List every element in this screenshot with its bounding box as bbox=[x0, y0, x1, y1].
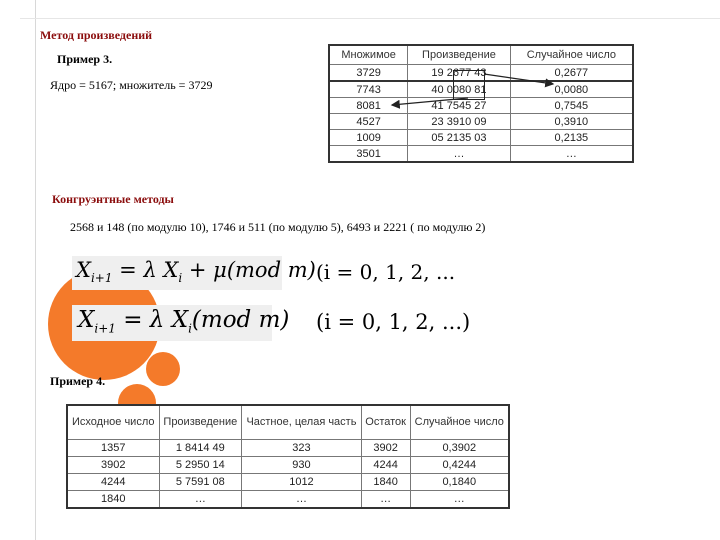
table-cell: 19 2677 43 bbox=[408, 65, 511, 82]
table-cell: 5 7591 08 bbox=[159, 474, 242, 491]
column-header: Случайное число bbox=[410, 405, 509, 440]
table-row bbox=[67, 474, 509, 491]
table-cell: 3501 bbox=[329, 146, 408, 163]
formula-mixed-congruential bbox=[76, 258, 316, 285]
table-cell: 5 2950 14 bbox=[159, 457, 242, 474]
table-congruential bbox=[66, 404, 510, 509]
formula2-condition: (i = 0, 1, 2, ...) bbox=[316, 310, 471, 334]
table-cell: 1357 bbox=[67, 440, 159, 457]
table-cell: 0,3910 bbox=[510, 114, 633, 130]
column-header: Произведение bbox=[408, 45, 511, 65]
table-cell: 0,7545 bbox=[510, 98, 633, 114]
formula-multiplicative-congruential bbox=[78, 307, 289, 336]
formula1-condition: (i = 0, 1, 2, ... bbox=[316, 260, 456, 284]
table-row bbox=[67, 491, 509, 509]
arrow-to-random-number bbox=[484, 74, 553, 84]
congruent-methods-title: Конгруэнтные методы bbox=[52, 192, 174, 206]
table-cell: 40 0080 81 bbox=[408, 81, 511, 98]
formula2-rhs-subscript: i bbox=[188, 321, 192, 336]
table-cell: … bbox=[408, 146, 511, 163]
table-cell: 0,2677 bbox=[510, 65, 633, 82]
formula1-lhs-subscript: i+1 bbox=[90, 271, 113, 286]
table-cell: 0,3902 bbox=[410, 440, 509, 457]
example3-label: Пример 3. bbox=[57, 52, 113, 66]
congruent-examples: 2568 и 148 (по модулю 10), 1746 и 511 (по модулю 5), 6493 и 2221 ( по модулю 2) bbox=[70, 220, 486, 234]
table-cell: 0,0080 bbox=[510, 81, 633, 98]
method-title: Метод произведений bbox=[40, 28, 153, 42]
column-header: Исходное число bbox=[67, 405, 159, 440]
table-cell: 930 bbox=[242, 457, 362, 474]
table-cell: 1009 bbox=[329, 130, 408, 146]
table-cell: 1840 bbox=[361, 474, 410, 491]
formula2-lhs: X bbox=[78, 307, 95, 333]
table-cell: 323 bbox=[242, 440, 362, 457]
table-cell: 0,4244 bbox=[410, 457, 509, 474]
column-header: Случайное число bbox=[510, 45, 633, 65]
table-cell: 23 3910 09 bbox=[408, 114, 511, 130]
table-cell: 8081 bbox=[329, 98, 408, 114]
table-cell: 1 8414 49 bbox=[159, 440, 242, 457]
formula2-rhs: = λ X bbox=[123, 307, 189, 333]
arrow-to-next-multiplicand bbox=[392, 98, 468, 105]
table-cell: 4527 bbox=[329, 114, 408, 130]
column-header: Частное, целая часть bbox=[242, 405, 362, 440]
table-cell: 3729 bbox=[329, 65, 408, 82]
table-cell: 3902 bbox=[67, 457, 159, 474]
table-cell: 0,2135 bbox=[510, 130, 633, 146]
column-header: Произведение bbox=[159, 405, 242, 440]
table-cell: 1840 bbox=[67, 491, 159, 509]
formula1-rest: + μ(mod m) bbox=[182, 258, 316, 282]
table-cell: 05 2135 03 bbox=[408, 130, 511, 146]
table-cell: 4244 bbox=[67, 474, 159, 491]
table-cell: … bbox=[361, 491, 410, 509]
table-cell: … bbox=[510, 146, 633, 163]
formula2-lhs-subscript: i+1 bbox=[94, 321, 116, 336]
table-cell: 1012 bbox=[242, 474, 362, 491]
table-row bbox=[67, 440, 509, 457]
formula1-rhs: = λ X bbox=[119, 258, 179, 282]
table-cell: … bbox=[159, 491, 242, 509]
formula1-rhs-subscript: i bbox=[178, 271, 183, 286]
table-row bbox=[67, 457, 509, 474]
table-cell: 7743 bbox=[329, 81, 408, 98]
table-cell: 4244 bbox=[361, 457, 410, 474]
core-multiplier-line: Ядро = 5167; множитель = 3729 bbox=[50, 78, 213, 92]
formula2-rest: (mod m) bbox=[191, 307, 290, 333]
column-header: Остаток bbox=[361, 405, 410, 440]
table-cell: 0,1840 bbox=[410, 474, 509, 491]
table-cell: 41 7545 27 bbox=[408, 98, 511, 114]
example4-label: Пример 4. bbox=[50, 374, 106, 388]
formula1-lhs: X bbox=[76, 258, 91, 282]
table-cell: … bbox=[410, 491, 509, 509]
column-header: Множимое bbox=[329, 45, 408, 65]
table-cell: … bbox=[242, 491, 362, 509]
table-cell: 3902 bbox=[361, 440, 410, 457]
table-header-row bbox=[67, 405, 509, 440]
